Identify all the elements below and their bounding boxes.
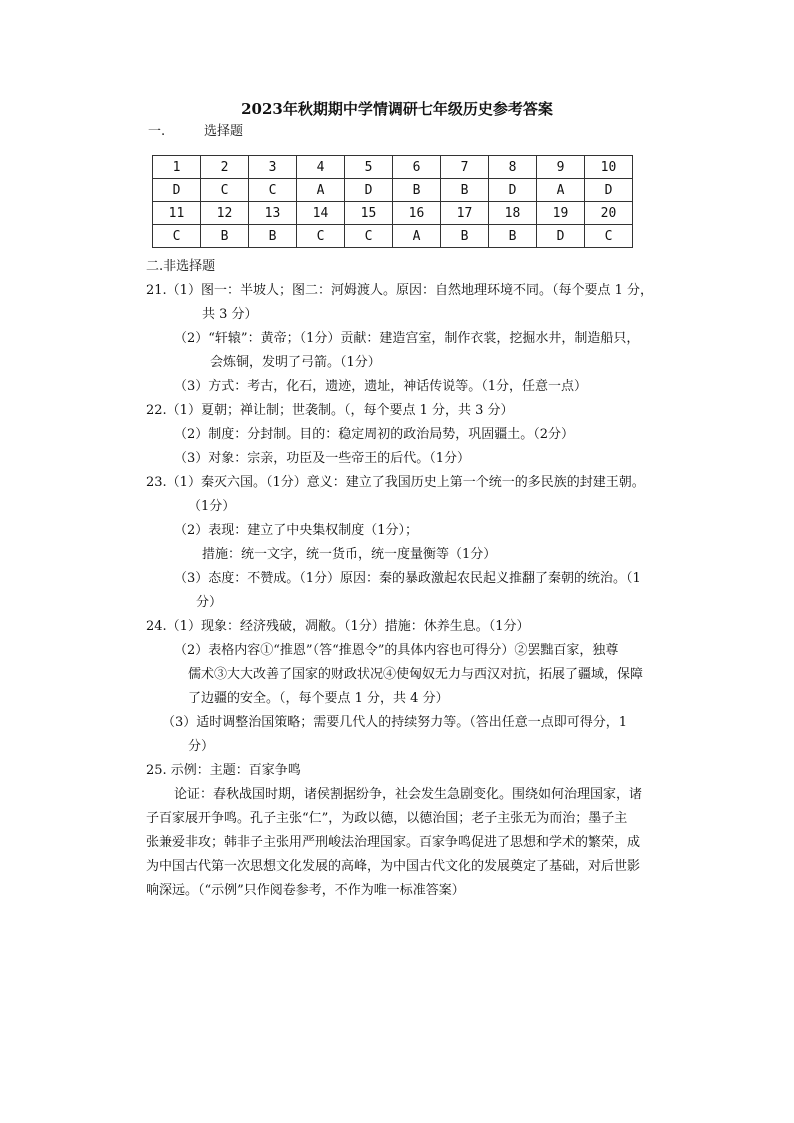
answer-cell: C bbox=[297, 225, 345, 248]
q24-part2: （2）表格内容①“推恩”（答“推恩令”的具体内容也可得分）②罢黜百家，独尊 bbox=[174, 643, 619, 658]
question-number: 5 bbox=[345, 156, 393, 179]
q25-para-line: 为中国古代第一次思想文化发展的高峰，为中国古代文化的发展奠定了基础，对后世影 bbox=[146, 859, 641, 874]
q21-part2-cont: 会炼铜，发明了弓箭。（1分） bbox=[210, 355, 381, 370]
answer-cell: A bbox=[393, 225, 441, 248]
q23-part2: （2）表现：建立了中央集权制度（1分）； bbox=[174, 523, 419, 538]
question-number: 4 bbox=[297, 156, 345, 179]
question-number: 12 bbox=[201, 202, 249, 225]
answer-cell: B bbox=[489, 225, 537, 248]
answer-cell: C bbox=[585, 225, 633, 248]
section1-number: 一. bbox=[148, 124, 166, 139]
q23-part3: （3）态度：不赞成。（1分）原因：秦的暴政激起农民起义推翻了秦朝的统治。（1 bbox=[174, 571, 641, 586]
answer-cell: B bbox=[441, 225, 489, 248]
q21-part2: （2）“轩辕”：黄帝；（1分）贡献：建造宫室，制作衣裳，挖掘水井，制造船只， bbox=[174, 331, 640, 346]
answer-cell: C bbox=[153, 225, 201, 248]
section1-label: 选择题 bbox=[204, 124, 244, 139]
question-number: 13 bbox=[249, 202, 297, 225]
answer-cell: D bbox=[537, 225, 585, 248]
q23-part1: 23.（1）秦灭六国。（1分）意义：建立了我国历史上第一个统一的多民族的封建王朝。 bbox=[146, 475, 645, 490]
q22-part1: 22.（1）夏朝；禅让制；世袭制。（，每个要点 1 分，共 3 分） bbox=[146, 403, 514, 418]
q25-para-line: 论证：春秋战国时期，诸侯割据纷争，社会发生急剧变化。围绕如何治理国家，诸 bbox=[174, 787, 643, 802]
q23-part2-cont: 措施：统一文字，统一货币，统一度量衡等（1分） bbox=[202, 547, 497, 562]
answer-cell: C bbox=[249, 179, 297, 202]
question-number: 8 bbox=[489, 156, 537, 179]
q22-part2: （2）制度：分封制。目的：稳定周初的政治局势，巩固疆土。（2分） bbox=[174, 427, 575, 442]
q24-part1: 24.（1）现象：经济残破，凋敝。（1分）措施：休养生息。（1分） bbox=[146, 619, 530, 634]
answer-cell: D bbox=[153, 179, 201, 202]
q25-header: 25. 示例：主题：百家争鸣 bbox=[146, 763, 301, 778]
q24-part3: （3）适时调整治国策略；需要几代人的持续努力等。（答出任意一点即可得分，1 bbox=[162, 715, 628, 730]
question-number: 15 bbox=[345, 202, 393, 225]
q21-part1: 21.（1）图一：半坡人；图二：河姆渡人。原因：自然地理环境不同。（每个要点 1 分， bbox=[146, 283, 653, 298]
q25-para-line: 响深远。（“示例”只作阅卷参考，不作为唯一标准答案） bbox=[146, 883, 465, 898]
question-number: 11 bbox=[153, 202, 201, 225]
page-title: 2023年秋期期中学情调研七年级历史参考答案 bbox=[241, 100, 553, 118]
answer-cell: D bbox=[489, 179, 537, 202]
question-number: 3 bbox=[249, 156, 297, 179]
answer-cell: B bbox=[201, 225, 249, 248]
q23-part3-cont: 分） bbox=[196, 595, 223, 610]
answer-cell: C bbox=[201, 179, 249, 202]
question-number: 1 bbox=[153, 156, 201, 179]
q24-part2-cont: 儒术③大大改善了国家的财政状况④使匈奴无力与西汉对抗，拓展了疆域，保障 bbox=[188, 667, 644, 682]
q23-part1-cont: （1分） bbox=[188, 499, 236, 514]
answer-cell: D bbox=[345, 179, 393, 202]
question-number: 16 bbox=[393, 202, 441, 225]
answer-cell: B bbox=[249, 225, 297, 248]
table-row bbox=[153, 202, 633, 225]
question-number: 7 bbox=[441, 156, 489, 179]
q21-part1-cont: 共 3 分） bbox=[202, 307, 258, 322]
q25-para-line: 张兼爱非攻；韩非子主张用严刑峻法治理国家。百家争鸣促进了思想和学术的繁荣，成 bbox=[146, 835, 641, 850]
answer-table bbox=[152, 155, 633, 248]
question-number: 20 bbox=[585, 202, 633, 225]
answer-cell: C bbox=[345, 225, 393, 248]
question-number: 10 bbox=[585, 156, 633, 179]
answer-cell: A bbox=[537, 179, 585, 202]
table-row bbox=[153, 156, 633, 179]
question-number: 2 bbox=[201, 156, 249, 179]
answer-cell: A bbox=[297, 179, 345, 202]
answer-cell: B bbox=[393, 179, 441, 202]
question-number: 17 bbox=[441, 202, 489, 225]
section2-label: 二.非选择题 bbox=[146, 259, 216, 274]
question-number: 19 bbox=[537, 202, 585, 225]
q24-part3-cont: 分） bbox=[188, 739, 215, 754]
q25-para-line: 子百家展开争鸣。孔子主张“仁”，为政以德，以德治国；老子主张无为而治；墨子主 bbox=[146, 811, 628, 826]
question-number: 14 bbox=[297, 202, 345, 225]
answer-cell: B bbox=[441, 179, 489, 202]
question-number: 18 bbox=[489, 202, 537, 225]
question-number: 6 bbox=[393, 156, 441, 179]
q24-part2-cont2: 了边疆的安全。（，每个要点 1 分，共 4 分） bbox=[188, 691, 449, 706]
table-row bbox=[153, 179, 633, 202]
answer-cell: D bbox=[585, 179, 633, 202]
question-number: 9 bbox=[537, 156, 585, 179]
q22-part3: （3）对象：宗亲，功臣及一些帝王的后代。（1分） bbox=[174, 451, 471, 466]
q21-part3: （3）方式：考古，化石，遗迹，遗址，神话传说等。（1分，任意一点） bbox=[174, 379, 588, 394]
table-row bbox=[153, 225, 633, 248]
